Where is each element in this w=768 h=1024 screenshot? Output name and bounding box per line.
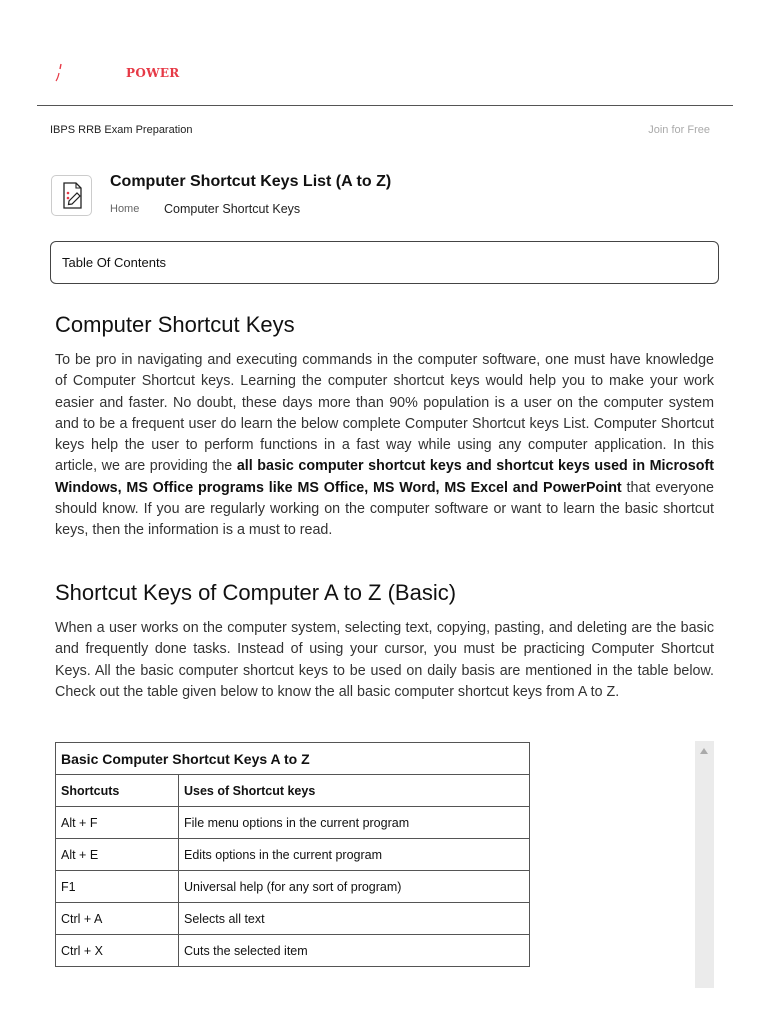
usage-cell: Selects all text [179, 903, 530, 935]
usage-cell: Cuts the selected item [179, 935, 530, 967]
table-title: Basic Computer Shortcut Keys A to Z [56, 743, 530, 775]
table-scrollbar[interactable] [695, 741, 714, 988]
shortcut-table [55, 742, 530, 967]
shortcut-cell: Ctrl + A [56, 903, 179, 935]
shortcut-cell: Alt + F [56, 807, 179, 839]
basic-shortcuts-paragraph: When a user works on the computer system, selecting text, copying, pasting, and deleting are the basic and frequently done tasks. Instead of using your cursor, you must be practicing Computer Shortcut Keys. All the basic computer shortcut keys to be used on daily basis are mentioned in the table below. Check out the table given below to know the all basic computer shortcut keys from A to Z. [55, 620, 714, 700]
shortcut-table-container [55, 742, 530, 967]
intro-text-b: that everyone should know. If you are regularly working on the computer software or want to learn the basic shortcut keys, then the information is a must to read. [55, 479, 715, 539]
intro-paragraph [55, 350, 714, 542]
intro-text-bold: all basic computer shortcut keys and shortcut keys used in Microsoft Windows, MS Office programs like MS Office, MS Word, MS Excel and PowerPoint [55, 458, 714, 496]
section-heading: Shortcut Keys of Computer A to Z (Basic) [55, 580, 457, 605]
table-of-contents-toggle[interactable] [50, 241, 719, 284]
table-row [56, 807, 530, 839]
breadcrumb-home-link[interactable]: Home [110, 203, 140, 215]
sub-navigation [50, 124, 710, 142]
shortcut-cell: F1 [56, 871, 179, 903]
shortcut-cell: Alt + E [56, 839, 179, 871]
intro-text-a: To be pro in navigating and executing commands in the computer software, one must have knowledge of Computer Shortcut keys. Learning the computer shortcut keys would help you to make your work easier and faster. No doubt, these days more than 90% population is a user on the computer system and to be a frequent user do learn the below complete Computer Shortcut keys List. Computer Shortcut keys help the user to perform functions in a fast way while using any computer application. In this article, we are providing the [55, 352, 714, 475]
page-header [51, 172, 711, 222]
brand-name[interactable]: POWER [126, 66, 180, 80]
shortcut-cell: Ctrl + X [56, 935, 179, 967]
brand-logo-icon[interactable] [55, 62, 65, 82]
breadcrumb-current: Computer Shortcut Keys [164, 202, 301, 216]
usage-cell: Universal help (for any sort of program) [179, 871, 530, 903]
toc-label: Table Of Contents [62, 255, 167, 270]
table-header-row [56, 775, 530, 807]
intro-section [55, 311, 714, 542]
basic-shortcuts-section [55, 579, 714, 703]
page-title: Computer Shortcut Keys List (A to Z) [110, 173, 392, 190]
scroll-up-arrow-icon[interactable] [700, 748, 708, 754]
table-row [56, 839, 530, 871]
table-row [56, 935, 530, 967]
site-header [37, 0, 733, 106]
table-row [56, 903, 530, 935]
document-edit-icon [51, 175, 92, 216]
column-header: Uses of Shortcut keys [179, 775, 530, 807]
section-heading: Computer Shortcut Keys [55, 312, 295, 337]
exam-category-link[interactable]: IBPS RRB Exam Preparation [50, 124, 193, 136]
usage-cell: Edits options in the current program [179, 839, 530, 871]
table-title-row [56, 743, 530, 775]
table-row [56, 871, 530, 903]
join-for-free-link[interactable]: Join for Free [648, 124, 710, 136]
usage-cell: File menu options in the current program [179, 807, 530, 839]
column-header: Shortcuts [56, 775, 179, 807]
